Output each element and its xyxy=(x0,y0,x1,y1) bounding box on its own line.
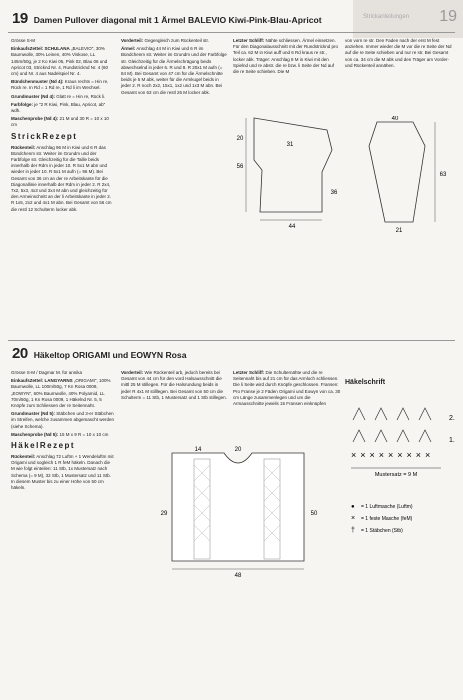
legend-sym-3: † xyxy=(351,527,355,534)
s19-size: Grösse S-M xyxy=(11,38,36,43)
s20-crochet-chart xyxy=(345,380,455,390)
s19-gauge-label: Maschenprobe (Nd 4): xyxy=(11,116,59,122)
s19-front-label: Vorderteil: xyxy=(121,38,144,43)
s20-finish-label: Letzter Schliff: xyxy=(233,370,265,375)
chart-row-2-label: 2. xyxy=(449,415,455,422)
s19-rib-label: Bündchenmuster (Nd 4): xyxy=(11,79,64,85)
s20-finish-text: Die Schulternähte und die re Seitennaht bis auf 21 cm für das Armloch schliessen. Die li Seite wird durch Knöpfe geschlossen. Fransen: Pro Franse je 2 Fäden Origami und Eowyn von ca. 30 cm Länge zusammenlegen und um die Armausschnitte jeweils 15 Fransen einknüpfen xyxy=(233,370,341,407)
s20-front-text: Wie Rückenteil arb, jedoch bereits bei Gesamt von 44 cm für den vord Halsausschnitt die mittl 25 M stillegen. Für die Halsrundung beids in jeder R 4x1 M stilllegen. Bei Gesamt von 50 cm die Schulterm = 11 Stb, 1 Mustersatz und 1 Stb stillegen. xyxy=(121,370,227,400)
dim-20: 20 xyxy=(234,447,242,453)
s20-col-1 xyxy=(11,370,115,493)
s20-gauge-label: Maschenprobe (Nd 5): xyxy=(11,431,59,437)
dim-20: 20 xyxy=(236,136,244,142)
s19-yarn-text: „BALEVIO", 30% Baumwolle, 30% Leinen, 40% Viskose, LL 145m/50g, je 2 Ko Kiwi 05, Pink 02, Blau 06 und Apricot 03, Stricknd Nr. 4, Rundstricknd Nr. 4 (60 cm) und Nr. 4 aus Nadelspiel Nr. 4. xyxy=(11,46,109,77)
s19-color-label: Farbfolge: xyxy=(11,101,33,107)
sleeve-outline xyxy=(369,122,425,222)
section-19-header xyxy=(12,10,322,27)
chart-row-1-label: 1. xyxy=(449,437,455,444)
page-number: 19 xyxy=(439,8,457,25)
dim-14: 14 xyxy=(194,447,202,453)
dim-36: 36 xyxy=(330,190,338,196)
s19-cont-text: von vorn re str. Den Faden nach der erst M fest anziehen. Immer wieder die M vor die re Seite der Nd auf die re Seite schieben und nur re str. Bei Gesamt von ca. 34 cm die M abk und den Träger am Vorder- und Rückenteil annähen. xyxy=(345,38,452,68)
chart-sc-row: ××××××××× xyxy=(351,450,435,460)
dim-63: 63 xyxy=(439,172,447,178)
s19-sleeve-schematic xyxy=(355,116,455,236)
s20-recipe-heading: HäkelRezept xyxy=(11,441,76,451)
dim-40: 40 xyxy=(391,116,399,122)
legend-text-1: = 1 Luftmasche (Luftm) xyxy=(361,504,413,510)
s20-front-label: Vorderteil: xyxy=(121,370,144,375)
s19-body-schematic xyxy=(232,110,342,230)
legend-text-2: = 1 feste Masche (feM) xyxy=(361,516,413,522)
body-outline xyxy=(254,118,332,212)
legend-text-3: = 1 Stäbchen (Stb) xyxy=(361,528,403,534)
s19-finish-label: Letzter Schliff: xyxy=(233,38,265,43)
dim-44: 44 xyxy=(288,224,296,230)
chart-row-2 xyxy=(353,408,431,442)
chart-repeat: Mustersatz = 9 M xyxy=(374,472,418,478)
s19-back-label: Rückenteil: xyxy=(11,144,36,150)
dim-48: 48 xyxy=(234,573,242,579)
s19-color-text: je "2 R Kiwi, Pink, Blau, Apricot, ab" wdh. xyxy=(11,101,106,114)
dim-29: 29 xyxy=(160,511,168,517)
s20-yarn-label: EinkaufsZettel: LANGYARNS xyxy=(11,378,73,384)
s19-front-text: Gegengleich zum Rückenteil str. xyxy=(144,38,209,43)
s20-yarn-text: „ORIGAMI", 100% Baumwolle, LL 100m/50g, 7 Kn Rosa 0009, „EOWYN", 60% Baumwolle, 40% Polyamid, LL 70m/50g, 1 Kn Rosa 0009, 1 Häkelnd Nr. 5, 5 Knöpfe zum Schliessen der re Seitennaht. xyxy=(11,378,111,409)
section-20-title: Häkeltop ORIGAMI und EOWYN Rosa xyxy=(33,350,187,360)
s19-finish-text: Nähte schliessen. Ärmel einsetzen. Für den Diagonalausschnitt mit der Rundstricknd pro Teil ca. 62 M in Kiwi auff und 6 Rd kraus re str., locker abk. Träger: Anschlag 8 M in Kiwi mit den Spielnd und re abstr. die re bzw. li Seite der Nd auf die re Seite schieben. Die M xyxy=(233,38,339,75)
s19-gauge-text: 21 M und 30 R = 10 x 10 cm xyxy=(11,116,109,128)
s20-col-3 xyxy=(233,370,341,409)
s19-base-label: Grundmuster (Nd 4): xyxy=(11,93,56,99)
s20-base-text: Stäbchen und 3-er Stäbchen im Streifen, welche zusammen abgemascht werden (siehe Schema). xyxy=(11,411,115,429)
section-20-number: 20 xyxy=(12,345,28,362)
s19-sleeve-label: Ärmel: xyxy=(121,46,136,52)
dim-56: 56 xyxy=(236,164,244,170)
section-20-header xyxy=(12,345,186,362)
s19-col-4 xyxy=(345,38,455,71)
s20-back-label: Rückenteil: xyxy=(11,454,36,460)
s20-col-2 xyxy=(121,370,227,403)
dim-50: 50 xyxy=(310,511,318,517)
running-title: Strickanleitungen xyxy=(363,14,410,20)
s19-col-3 xyxy=(233,38,339,77)
dim-21: 21 xyxy=(395,228,403,234)
s20-base-label: Grundmuster (Nd 5): xyxy=(11,411,56,417)
s19-sleeve-text: Anschlag 44 M in Kiwi und 6 R im Bündchenm str. Weiter im Grundm und der Farbfolge str. Gleichzeitig für die Ärmelschrägung beids abwechselnd in jeder 6. R und 8. R 20x1 M aufn (= 84 M). Bei Gesamt von 47 cm für die Ärmelschnitte beids je 5 M abk, weiter für die Armkugel beids in jeder 2. R noch 2x2, 15x1, 1x2 und 1x3 M abn. Bei Gesamt von 63 cm die restl 26 M locker abk. xyxy=(121,46,227,95)
section-19-title: Damen Pullover diagonal mit 1 Ärmel BALEVIO Kiwi-Pink-Blau-Apricot xyxy=(33,15,322,25)
legend-sym-1: ● xyxy=(351,504,355,510)
s19-base-text: Glatt re = Hin re, Rück li. xyxy=(56,93,106,99)
s19-yarn-label: EinkaufsZettel: SCHULANA xyxy=(11,46,70,52)
s20-size: Grösse S-M / Dagmar M. für annika xyxy=(11,370,83,375)
chart-title: Häkelschrift xyxy=(345,379,386,386)
crochet-symbols xyxy=(345,398,460,563)
section-20-rule xyxy=(8,340,455,341)
s20-back-text: Anschlag 72 Luftm + 1 Wendeluftm mit Origami und sogleich 1 R feM häkeln. Danach die M wie folgt einteilen: 11 Stb, 1x Mustersatz nach Schema (= 9 M), 32 Stb, 1 Mustersatz und 11 Stb. In diesem Muster bis zu einer Höhe von 50 cm häkeln. xyxy=(11,454,114,491)
s19-rib-text: Kraus rechts = Hin re, Rück re. In Rd = 1 Rd re, 1 Rd li im Wechsel. xyxy=(11,79,109,91)
legend-sym-2: × xyxy=(351,515,356,522)
dim-31: 31 xyxy=(286,142,294,148)
s20-gauge-text: 15 M x 9 R = 10 x 10 cm xyxy=(59,431,109,437)
s19-back-text: Anschlag 96 M in Kiwi und 6 R das Bündchenm str. Weiter im Grundm und der Farbfolge str. Gleichzeitig für die Taille beids innerhalb der Rdm in jeder 10. R 5x1 M abn und wieder in jeder 10. R 5x1 M aufn (= 96 M). Bei Gesamt von 36 cm an der re Arbeitskante für die Diagonallinie innerhalb der Rdm in jeder 2. R 2x4, 7x2, 5x3, 4x3 und 3x4 M abn und gleichzeitig für den Armeinschnitt an der li Arbeitskante in jeder 2. R 1x5, 2x2 und 4x1 M abn. Bei Gesamt von 56 cm die restl 12 Schulterm locker abk. xyxy=(11,144,112,212)
s19-recipe-heading: StrickRezept xyxy=(11,131,78,141)
s19-col-2 xyxy=(121,38,227,98)
top-outline xyxy=(172,453,304,561)
s20-top-schematic xyxy=(152,445,324,580)
s19-col-1 xyxy=(11,38,115,215)
section-19-number: 19 xyxy=(12,10,28,27)
section-19-rule xyxy=(8,32,455,33)
